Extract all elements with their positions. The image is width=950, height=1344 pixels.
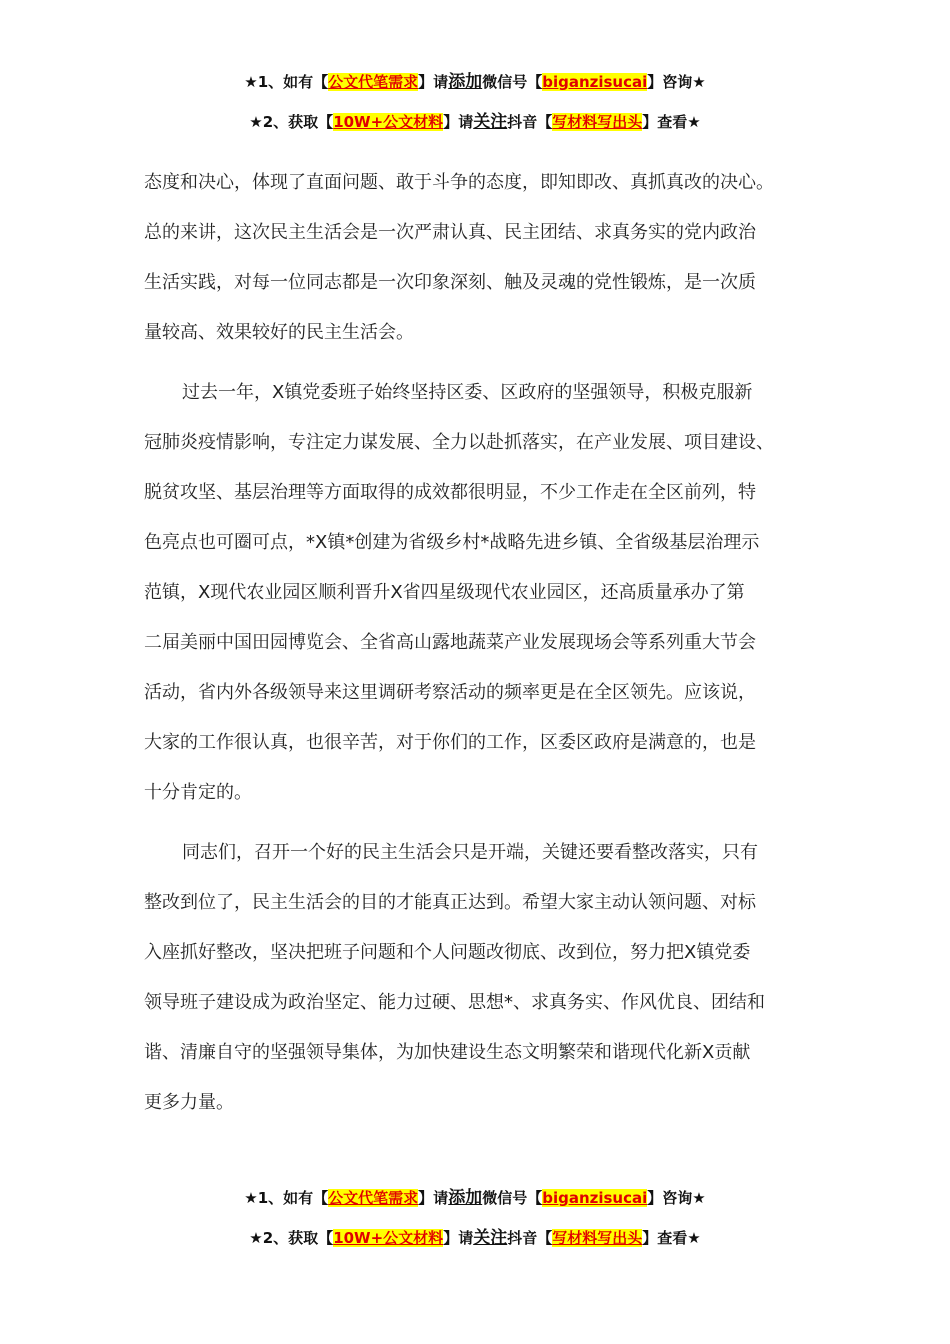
text-line: 色亮点也可圈可点，*X镇*创建为省级乡村*战略先进乡镇、全省级基层治理示 [144,532,760,553]
text-line: 活动，省内外各级领导来这里调研考察活动的频率更是在全区领先。应该说， [144,682,756,703]
douyin-account: 写材料写出头 [552,1229,643,1247]
wechat-id: biganzisucai [542,73,648,91]
douyin-account: 写材料写出头 [552,113,643,131]
text-line: 十分肯定的。 [144,782,252,803]
text-line: 大家的工作很认真，也很辛苦，对于你们的工作，区委区政府是满意的，也是 [144,732,756,753]
text-line: 更多力量。 [144,1092,234,1113]
text-line: 总的来讲，这次民主生活会是一次严肃认真、民主团结、求真务实的党内政治 [144,222,756,243]
text-line: 谐、清廉自守的坚强领导集体，为加快建设生态文明繁荣和谐现代化新X贡献 [144,1042,751,1063]
highlight-service: 公文代笔需求 [328,1189,419,1207]
text-line: 整改到位了，民主生活会的目的才能真正达到。希望大家主动认领问题、对标 [144,892,756,913]
text-line: 同志们，召开一个好的民主生活会只是开端，关键还要看整改落实，只有 [182,842,758,863]
paragraph-2 [144,368,814,818]
text-line: 过去一年，X镇党委班子始终坚持区委、区政府的坚强领导，积极克服新 [182,382,753,403]
banner-bottom-line2: ★2、获取【10W+公文材料】请关注抖音【写材料写出头】查看★ [249,1228,701,1248]
text-line: 二届美丽中国田园博览会、全省高山露地蔬菜产业发展现场会等系列重大节会 [144,632,756,653]
wechat-id: biganzisucai [542,1189,648,1207]
text-line: 态度和决心，体现了直面问题、敢于斗争的态度，即知即改、真抓真改的决心。 [144,172,774,193]
text-line: 冠肺炎疫情影响，专注定力谋发展、全力以赴抓落实，在产业发展、项目建设、 [144,432,774,453]
banner-top-line1: ★1、如有【公文代笔需求】请添加微信号【biganzisucai】咨询★ [244,72,706,92]
text-line: 生活实践，对每一位同志都是一次印象深刻、触及灵魂的党性锻炼，是一次质 [144,272,756,293]
text-line: 范镇，X现代农业园区顺利晋升X省四星级现代农业园区，还高质量承办了第 [144,582,745,603]
highlight-materials: 10W+公文材料 [333,1229,444,1247]
highlight-service: 公文代笔需求 [328,73,419,91]
banner-top-line2: ★2、获取【10W+公文材料】请关注抖音【写材料写出头】查看★ [249,112,701,132]
highlight-materials: 10W+公文材料 [333,113,444,131]
paragraph-3 [144,828,814,1128]
text-line: 脱贫攻坚、基层治理等方面取得的成效都很明显，不少工作走在全区前列，特 [144,482,756,503]
text-line: 入座抓好整改，坚决把班子问题和个人问题改彻底、改到位，努力把X镇党委 [144,942,751,963]
banner-bottom-line1: ★1、如有【公文代笔需求】请添加微信号【biganzisucai】咨询★ [244,1188,706,1208]
text-line: 量较高、效果较好的民主生活会。 [144,322,414,343]
paragraph-1 [144,158,814,358]
text-line: 领导班子建设成为政治坚定、能力过硬、思想*、求真务实、作风优良、团结和 [144,992,765,1013]
